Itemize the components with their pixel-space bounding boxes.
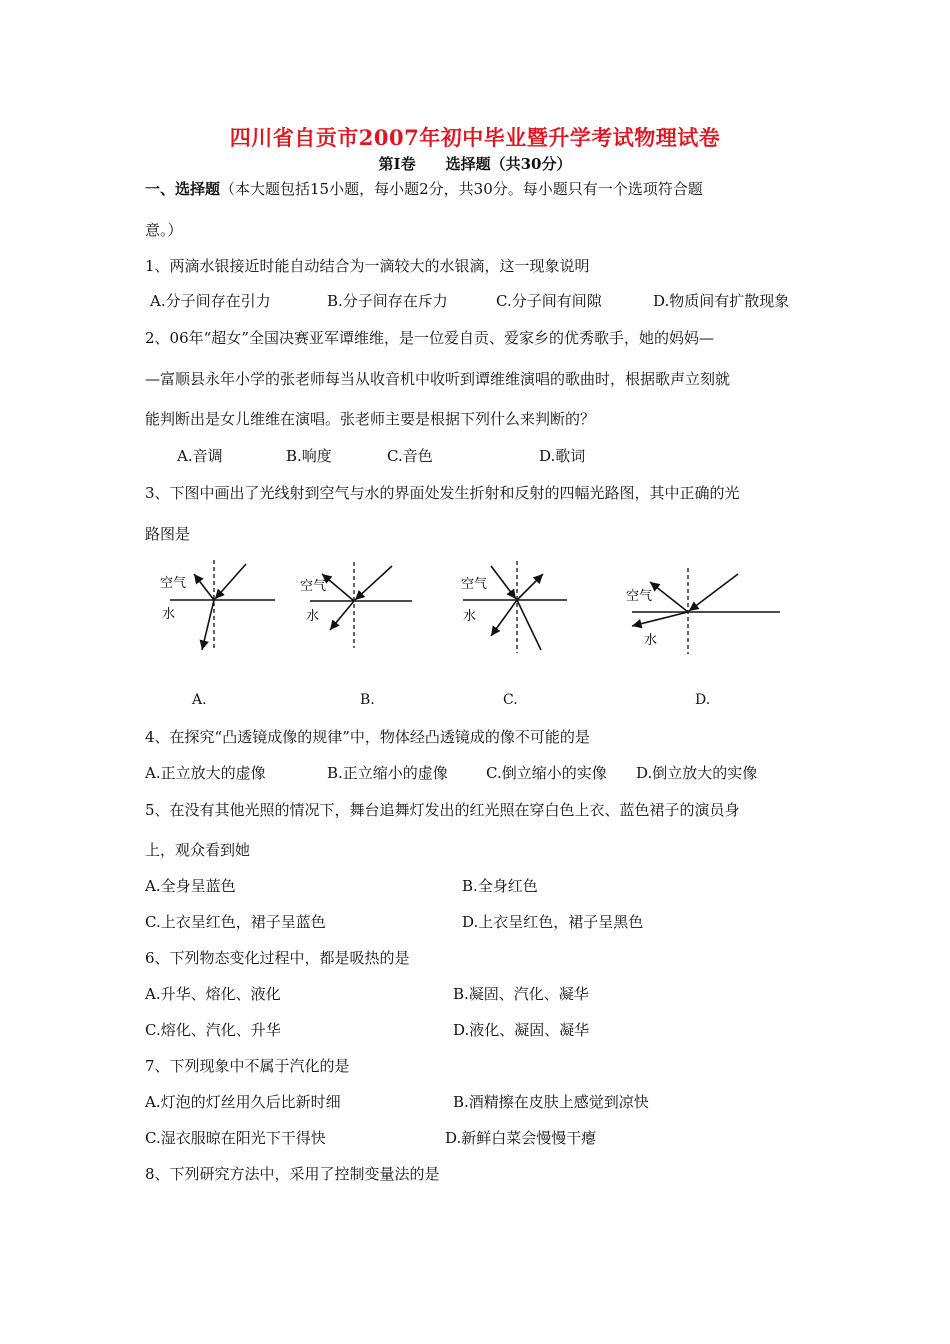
figure-label-c: C.: [503, 692, 518, 708]
q7-option-d: D.新鲜白菜会慢慢干瘪: [445, 1129, 597, 1147]
section-heading: 一、选择题: [145, 180, 221, 198]
air-label: 空气: [461, 577, 488, 592]
figure-label-d: D.: [695, 692, 711, 708]
q6-stem: 6、下列物态变化过程中，都是吸热的是: [145, 949, 410, 967]
figure-label-b: B.: [360, 692, 375, 708]
light-path-diagram-c: [455, 558, 585, 658]
q5-stem-line1: 5、在没有其他光照的情况下，舞台追舞灯发出的红光照在穿白色上衣、蓝色裙子的演员身: [145, 801, 740, 819]
q2-option-c: C.音色: [387, 447, 433, 465]
q3-stem-line1: 3、下图中画出了光线射到空气与水的界面处发生折射和反射的四幅光路图，其中正确的光: [145, 484, 740, 502]
q5-option-b: B.全身红色: [462, 877, 538, 895]
q6-option-a: A.升华、熔化、液化: [145, 985, 281, 1003]
q7-option-a: A.灯泡的灯丝用久后比新时细: [145, 1093, 341, 1111]
q2-option-d: D.歌词: [539, 447, 586, 465]
q1-option-b: B.分子间存在斥力: [327, 292, 448, 310]
q5-option-d: D.上衣呈红色，裙子呈黑色: [462, 913, 644, 931]
q2-stem-line3: 能判断出是女儿维维在演唱。张老师主要是根据下列什么来判断的？: [145, 410, 596, 428]
q2-option-a: A.音调: [177, 447, 223, 465]
q8-stem: 8、下列研究方法中，采用了控制变量法的是: [145, 1165, 440, 1183]
q1-option-c: C.分子间有间隙: [496, 292, 602, 310]
q4-option-c: C.倒立缩小的实像: [486, 764, 607, 782]
water-label: 水: [306, 609, 320, 624]
air-label: 空气: [160, 576, 187, 591]
q2-stem-line2: —富顺县永年小学的张老师每当从收音机中收听到谭维维演唱的歌曲时，根据歌声立刻就: [145, 370, 731, 388]
light-path-diagram-d: [622, 562, 782, 658]
water-label: 水: [644, 633, 658, 648]
section-desc-cont: 意。）: [145, 221, 183, 239]
q7-stem: 7、下列现象中不属于汽化的是: [145, 1057, 350, 1075]
q4-option-b: B.正立缩小的虚像: [327, 764, 448, 782]
q1-option-d: D.物质间有扩散现象: [653, 292, 790, 310]
water-label: 水: [463, 609, 477, 624]
q5-option-c: C.上衣呈红色，裙子呈蓝色: [145, 913, 326, 931]
figure-label-a: A.: [192, 692, 207, 708]
section-desc: （本大题包括15小题，每小题2分，共30分。每小题只有一个选项符合题: [220, 180, 703, 198]
air-label: 空气: [300, 579, 327, 594]
q4-stem: 4、在探究“凸透镜成像的规律”中，物体经凸透镜成的像不可能的是: [145, 728, 590, 746]
q4-option-a: A.正立放大的虚像: [145, 764, 266, 782]
air-label: 空气: [626, 589, 653, 604]
q6-option-c: C.熔化、汽化、升华: [145, 1021, 281, 1039]
q6-option-b: B.凝固、汽化、凝华: [453, 985, 589, 1003]
part-subtitle: 第Ⅰ卷 选择题（共30分）: [378, 155, 572, 173]
water-label: 水: [162, 607, 176, 622]
q4-option-d: D.倒立放大的实像: [636, 764, 758, 782]
q1-stem: 1、两滴水银接近时能自动结合为一滴较大的水银滴，这一现象说明: [145, 257, 590, 275]
exam-title: 四川省自贡市2007年初中毕业暨升学考试物理试卷: [229, 125, 721, 150]
q7-option-c: C.湿衣服晾在阳光下干得快: [145, 1129, 326, 1147]
light-path-diagram-b: [292, 558, 422, 658]
q7-option-b: B.酒精擦在皮肤上感觉到凉快: [453, 1093, 649, 1111]
q2-stem-line1: 2、06年“超女”全国决赛亚军谭维维，是一位爱自贡、爱家乡的优秀歌手，她的妈妈—: [145, 329, 714, 347]
q2-option-b: B.响度: [286, 447, 332, 465]
light-path-diagram-a: [150, 558, 280, 658]
q5-stem-line2: 上，观众看到她: [145, 841, 251, 859]
q1-option-a: A.分子间存在引力: [150, 292, 271, 310]
q6-option-d: D.液化、凝固、凝华: [453, 1021, 590, 1039]
q5-option-a: A.全身呈蓝色: [145, 877, 236, 895]
q3-stem-line2: 路图是: [145, 525, 191, 543]
section-intro: [145, 178, 703, 199]
